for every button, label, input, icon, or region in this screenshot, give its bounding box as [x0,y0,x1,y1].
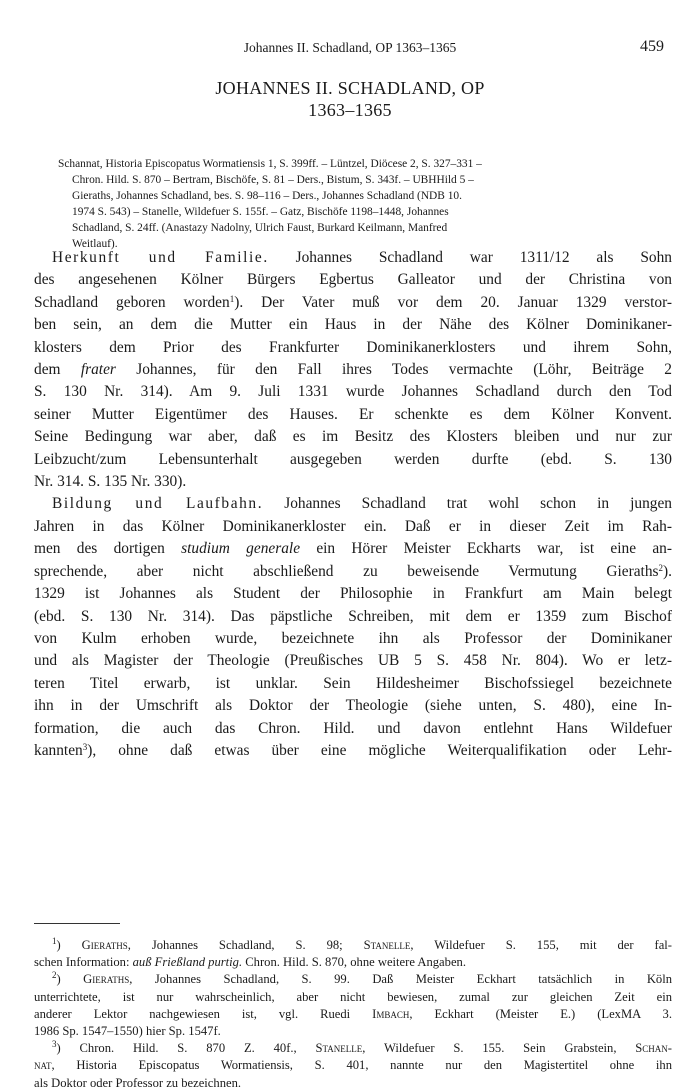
paragraph-line: dem frater Johannes, für den Fall ihres Todes vermachte (Löhr, Beiträge 2 [34,361,672,379]
paragraph-line: klosters dem Prior des Frankfurter Dominikanerklosters und ihrem Sohn, [34,338,672,356]
footnote-ref-1[interactable]: 1 [229,293,235,304]
title-line-1: JOHANNES II. SCHADLAND, OP [215,78,485,98]
footnote-ref-3[interactable]: 3 [82,741,88,752]
footnote-2-cont: anderer Lektor nachgewiesen ist, vgl. Ruedi Imbach, Eckhart (Meister E.) (LexMA 3. [34,1006,672,1021]
biblio-line: Schannat, Historia Episcopatus Wormatiensis 1, S. 399ff. – Lüntzel, Diöcese 2, S. 327–331 – [58,158,482,170]
paragraph-line: Herkunft und Familie. Johannes Schadland war 1311/12 als Sohn [52,249,672,266]
paragraph-line: Schadland geboren worden$^1$). Der Vater muß vor dem 20. Januar 1329 verstor- [34,293,673,311]
footnote-separator [34,923,120,924]
paragraph-line: formation, die auch das Chron. Hild. und davon entlehnt Hans Wildefuer [34,719,672,737]
paragraph-line: Bildung und Laufbahn. Johannes Schadland trat wohl schon in jungen [52,495,672,513]
biblio-line: Chron. Hild. S. 870 – Bertram, Bischöfe, S. 81 – Ders., Bistum, S. 343f. – UBHHild 5 – [72,174,474,186]
section-heading-origin: Herkunft und Familie. [52,249,269,266]
title-line-2: 1363–1365 [308,100,392,120]
footnote-2-cont: 1986 Sp. 1547–1550) hier Sp. 1547f. [34,1024,221,1039]
paragraph-line: (ebd. S. 130 Nr. 314). Das päpstliche Schreiben, mit dem er 1359 zum Bischof [34,607,672,625]
running-header [36,40,664,60]
page-number: 459 [640,38,664,55]
bibliography-block [58,156,672,252]
footnote-3-cont: als Doktor oder Professor zu bezeichnen. [34,1075,242,1090]
paragraph-line: sprechende, aber nicht abschließend zu beweisende Vermutung Gieraths$^2$). [34,562,672,580]
biblio-line: 1974 S. 543) – Stanelle, Wildefuer S. 155f. – Gatz, Bischöfe 1198–1448, Johannes [72,206,449,218]
biblio-line: Gieraths, Johannes Schadland, bes. S. 98–116 – Ders., Johannes Schadland (NDB 10. [72,190,462,202]
footnote-3: $^3$) Chron. Hild. S. 870 Z. 40f., Stanelle, Wildefuer S. 155. Sein Grabstein, Schan- [52,1039,672,1056]
paragraph-line: kannten$^3$), ohne daß etwas über eine mögliche Weiterqualifikation oder Lehr- [34,741,672,759]
footnote-3-cont: nat, Historia Episcopatus Wormatiensis, S. 401, nannte nur den Magistertitel ohne ihn [34,1058,672,1073]
main-text [34,247,672,762]
biblio-line: Schadland, S. 24ff. (Anastazy Nadolny, Ulrich Faust, Burkard Keilmann, Manfred [72,222,448,234]
paragraph-line: Seine Bedingung war aber, daß es im Besitz des Klosters bleiben und nur zur [34,428,672,446]
footnote-1-cont: schen Information: auß Frießland purtig. Chron. Hild. S. 870, ohne weitere Angaben. [34,955,466,970]
footnote-ref-2[interactable]: 2 [658,562,664,573]
paragraph-line: ihn in der Umschrift als Doktor der Theologie (siehe unten, S. 480), eine In- [34,697,672,715]
footnote-2-cont: unterrichtete, ist nur wahrscheinlich, aber nicht bewiesen, zumal zur gleichen Zeit ein [34,989,672,1004]
page-title [36,77,664,121]
paragraph-line: von Kulm erhoben wurde, bezeichnete ihn als Professor der Dominikaner [34,629,672,647]
paragraph-line: Nr. 314. S. 135 Nr. 330). [34,473,187,491]
section-heading-education: Bildung und Laufbahn. [52,495,264,513]
paragraph-line: und als Magister der Theologie (Preußisches UB 5 S. 458 Nr. 804). Wo er letz- [34,652,672,670]
running-title: Johannes II. Schadland, OP 1363–1365 [243,40,457,55]
paragraph-line: Jahren in das Kölner Dominikanerkloster ein. Daß er in dieser Zeit im Rah- [34,517,672,535]
paragraph-line: Leibzucht/zum Lebensunterhalt ausgegeben werden durfte (ebd. S. 130 [34,450,672,468]
paragraph-line: ben sein, an dem die Mutter ein Haus in der Nähe des Kölner Dominikaner- [34,316,672,334]
footnote-1: $^1$) Gieraths, Johannes Schadland, S. 98; Stanelle, Wildefuer S. 155, mit der fal- [52,936,673,952]
footnotes [34,937,672,1092]
paragraph-line: 1329 ist Johannes als Student der Philosophie in Frankfurt am Main belegt [34,585,672,603]
paragraph-line: teren Titel erwarb, ist unklar. Sein Hildesheimer Bischofssiegel bezeichnete [34,674,672,692]
biblio-line: Weitlauf). [72,238,118,250]
footnote-2: $^2$) Gieraths, Johannes Schadland, S. 99. Daß Meister Eckhart tatsächlich in Köln [52,970,673,987]
paragraph-line: S. 130 Nr. 314). Am 9. Juli 1331 wurde Johannes Schadland durch den Tod [34,383,672,401]
paragraph-line: seiner Mutter Eigentümer des Hauses. Er schenkte es dem Kölner Konvent. [34,405,672,423]
paragraph-line: men des dortigen studium generale ein Hörer Meister Eckharts war, ist eine an- [34,540,672,558]
paragraph-line: des angesehenen Kölner Bürgers Egbertus Galleator und der Christina von [34,271,672,289]
